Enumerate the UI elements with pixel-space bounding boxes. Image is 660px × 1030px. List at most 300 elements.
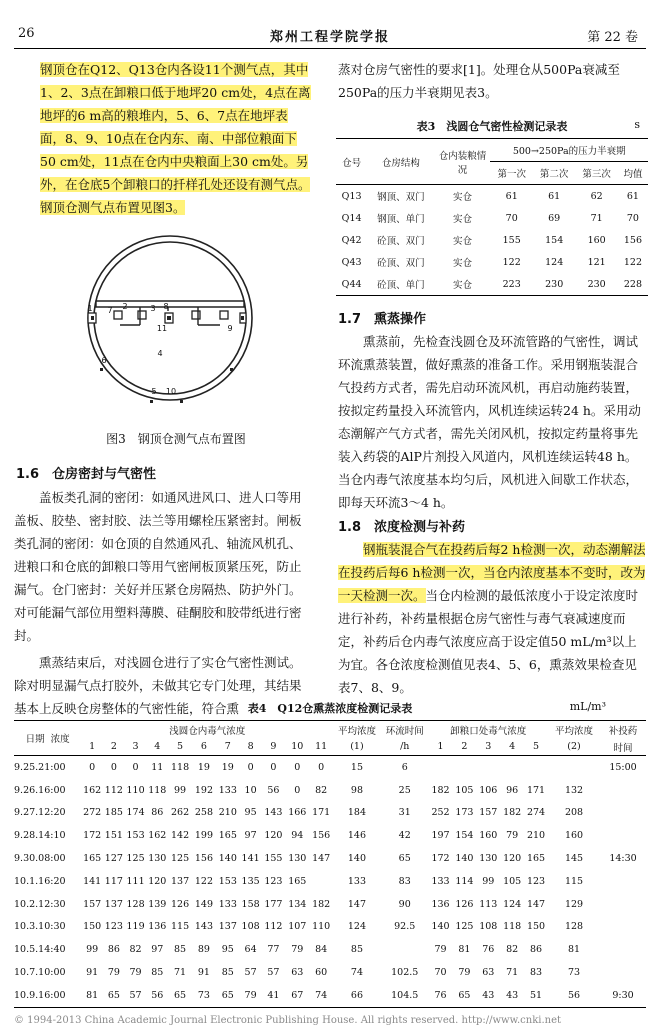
table-cell: 70 xyxy=(505,212,518,224)
fig-label-8: 8 xyxy=(163,302,169,311)
table-cell: 91 xyxy=(86,967,99,979)
table-cell: 166 xyxy=(288,807,307,819)
table-row xyxy=(14,847,646,870)
table-cell-circ: 92.5 xyxy=(394,921,416,933)
table-cell: 0 xyxy=(318,761,325,773)
table-cell: 钢顶、双门 xyxy=(377,192,425,203)
table-cell: 136 xyxy=(431,898,450,910)
table-4 xyxy=(14,720,646,1008)
table-cell: 56 xyxy=(151,989,164,1001)
table-cell: 272 xyxy=(83,807,102,819)
t3-head-halflife: 500→250Pa的压力半衰期 xyxy=(490,139,648,162)
sec18-body xyxy=(338,538,646,699)
table-cell: Q43 xyxy=(341,256,362,268)
table-cell: 65 xyxy=(174,989,187,1001)
table-cell: 108 xyxy=(479,921,498,933)
table-cell: 151 xyxy=(104,830,123,842)
table-cell: 119 xyxy=(126,921,145,933)
table-cell: 210 xyxy=(526,830,546,842)
table-cell: 85 xyxy=(151,967,164,979)
t4-head-conc: 浓度 xyxy=(50,734,70,745)
sec16-paragraph-2: 熏蒸结束后，对浅圆仓进行了实仓气密性测试。除对明显漏气点打胶外，未做其它专门处理，其结果基本上反映仓房整体的气密性能，符合熏 xyxy=(14,655,302,716)
section-heading: 1.7 熏蒸操作 xyxy=(338,312,427,327)
table-cell: 10 xyxy=(244,784,257,796)
figure-3 xyxy=(80,225,260,425)
table-cell-add xyxy=(600,916,646,939)
sec18-paragraph-rest: 当仓内检测的最低浓度小于设定浓度时进行补药，补药量根据仓房气密性与毒气衰减速度而定，补药后仓内毒气浓度应高于设定值50 mL/m³以上为宜。各仓浓度检测值见表4、5、6，熏蒸效果检查见表7、8、9。 xyxy=(338,588,639,695)
table-cell: 136 xyxy=(148,921,167,933)
table-cell: Q13 xyxy=(341,190,362,202)
table-cell: 158 xyxy=(241,898,260,910)
table-row xyxy=(336,273,648,296)
table-cell: 137 xyxy=(170,875,190,887)
table-cell: 118 xyxy=(503,921,522,933)
table-cell: 165 xyxy=(288,875,307,887)
table-cell: 82 xyxy=(129,944,142,956)
table-cell-date: 9.30.08:00 xyxy=(14,853,66,865)
table-cell-avg1: 66 xyxy=(350,989,363,1001)
table-cell: 165 xyxy=(83,853,102,865)
table-cell-add xyxy=(600,824,646,847)
table-cell: 127 xyxy=(104,853,123,865)
table-cell-date: 10.1.16:20 xyxy=(14,875,66,887)
t4-head-silo-group: 浅圆仓内毒气浓度 xyxy=(169,725,246,737)
table-cell: 65 xyxy=(107,989,120,1001)
table-cell: 111 xyxy=(126,875,145,887)
table-cell-circ: 102.5 xyxy=(391,967,419,979)
table-cell: 77 xyxy=(267,944,280,956)
t4-subhead-point: 1 xyxy=(81,738,103,756)
table-cell: 174 xyxy=(126,807,145,819)
table-cell-add xyxy=(600,938,646,961)
table-cell: 71 xyxy=(174,967,187,979)
table-cell-add xyxy=(600,893,646,916)
table-cell: 122 xyxy=(623,256,643,268)
table-cell: 砼顶、双门 xyxy=(377,258,425,269)
silo-diagram xyxy=(80,225,260,425)
journal-title: 郑州工程学院学报 xyxy=(269,30,390,45)
table-row xyxy=(14,756,646,779)
t3-head-structure: 仓房结构 xyxy=(367,139,434,185)
table-cell: 86 xyxy=(530,944,543,956)
table-row xyxy=(14,893,646,916)
table-cell: 123 xyxy=(104,921,123,933)
table-cell: 106 xyxy=(479,784,498,796)
table-cell: 110 xyxy=(126,784,145,796)
table-cell: 11 xyxy=(151,761,164,773)
table-cell: 147 xyxy=(526,898,546,910)
table-cell: 147 xyxy=(312,853,331,865)
table-cell: 0 xyxy=(89,761,96,773)
t4-head-date-conc xyxy=(14,721,81,756)
table-cell-avg2: 129 xyxy=(564,898,584,910)
table-row xyxy=(336,251,648,273)
table-cell: 63 xyxy=(291,967,304,979)
table-cell: 199 xyxy=(194,830,213,842)
table-cell-avg1: 146 xyxy=(347,830,367,842)
fig-label-9: 9 xyxy=(227,324,233,333)
t4-subhead-add: 时间 xyxy=(600,738,646,756)
table-cell: 114 xyxy=(455,875,474,887)
volume-label: 第 22 卷 xyxy=(587,30,638,45)
table-cell: 157 xyxy=(479,807,498,819)
table-cell: 79 xyxy=(506,830,519,842)
table-cell-avg1: 184 xyxy=(347,807,367,819)
section-1-8-title xyxy=(338,516,646,535)
table-3 xyxy=(336,138,648,296)
table-cell: 70 xyxy=(434,967,447,979)
table-cell: 实仓 xyxy=(452,236,472,247)
table-cell: 210 xyxy=(218,807,237,819)
table-cell: 228 xyxy=(623,278,643,290)
table-cell: 实仓 xyxy=(452,258,472,269)
t4-subheader-row xyxy=(14,738,646,756)
table-cell: 99 xyxy=(86,944,99,956)
copyright-footer: © 1994-2013 China Academic Journal Electronic Publishing House. All rights reserved. http://www.cnki.net xyxy=(14,1015,562,1026)
section-1-6-title xyxy=(16,463,312,482)
table-cell: 177 xyxy=(264,898,283,910)
table-cell: 76 xyxy=(482,944,495,956)
table-cell: 110 xyxy=(312,921,331,933)
left-section-body xyxy=(14,486,312,720)
t4-subhead-point: 7 xyxy=(216,738,240,756)
figure-caption: 图3 钢顶仓测气点布置图 xyxy=(106,432,246,446)
table-cell: 0 xyxy=(132,761,139,773)
table-cell-date: 10.5.14:40 xyxy=(14,944,66,956)
table-row xyxy=(14,824,646,847)
table-cell: 57 xyxy=(129,989,142,1001)
table-cell: 107 xyxy=(288,921,307,933)
table-4-title-bar xyxy=(14,700,646,716)
table-4-unit: mL/m³ xyxy=(569,700,606,713)
table-cell: 125 xyxy=(455,921,474,933)
table-cell: 171 xyxy=(526,784,546,796)
table-cell: 123 xyxy=(526,875,546,887)
table-cell-add: 15:00 xyxy=(609,761,637,773)
table-cell: 62 xyxy=(590,190,603,202)
table-cell: 162 xyxy=(148,830,167,842)
table-cell: 61 xyxy=(505,190,518,202)
table-cell: 19 xyxy=(221,761,234,773)
table-cell: 0 xyxy=(247,761,254,773)
table-cell: 150 xyxy=(526,921,546,933)
left-para-1 xyxy=(40,58,312,219)
header-rule xyxy=(14,48,646,49)
table-cell: 157 xyxy=(83,898,102,910)
table-cell: 173 xyxy=(455,807,474,819)
table-cell-date: 9.28.14:10 xyxy=(14,830,66,842)
table-cell: 124 xyxy=(545,256,564,268)
table-cell: 140 xyxy=(455,853,474,865)
table-cell: 71 xyxy=(506,967,519,979)
t3-head-second: 第二次 xyxy=(533,162,575,185)
table-cell: 56 xyxy=(267,784,280,796)
table-cell: 73 xyxy=(197,989,210,1001)
table-cell: 171 xyxy=(312,807,331,819)
table-cell: 82 xyxy=(315,784,328,796)
table-cell: 182 xyxy=(431,784,450,796)
table-cell: 81 xyxy=(86,989,99,1001)
t4-subhead-circ: /h xyxy=(381,738,429,756)
table-cell-circ: 104.5 xyxy=(391,989,419,1001)
table-cell: 126 xyxy=(170,898,190,910)
table-cell: 79 xyxy=(291,944,304,956)
table-cell: 84 xyxy=(315,944,328,956)
table-cell: 140 xyxy=(218,853,237,865)
right-para-top xyxy=(338,58,646,104)
table-cell: 89 xyxy=(197,944,210,956)
t3-head-third: 第三次 xyxy=(575,162,617,185)
table-cell: 76 xyxy=(434,989,447,1001)
table-3-unit: s xyxy=(634,118,640,131)
t3-head-mean: 均值 xyxy=(618,162,648,185)
table-cell-avg1: 124 xyxy=(347,921,367,933)
table-cell: 115 xyxy=(170,921,190,933)
table-cell: 128 xyxy=(126,898,145,910)
table-cell: 82 xyxy=(506,944,519,956)
t4-subhead-point: 6 xyxy=(192,738,216,756)
table-cell xyxy=(452,756,476,779)
table-cell: 133 xyxy=(218,898,237,910)
table-row xyxy=(14,916,646,939)
table-3-title: 表3 浅圆仓气密性检测记录表 xyxy=(416,120,568,133)
table-cell: 139 xyxy=(148,898,167,910)
table-cell: 108 xyxy=(241,921,260,933)
t3-head-silo: 仓号 xyxy=(336,139,367,185)
table-cell-avg1: 74 xyxy=(350,967,363,979)
t4-subhead-outlet: 1 xyxy=(429,738,453,756)
table-row xyxy=(14,779,646,802)
fig-label-1: 1 xyxy=(87,304,93,313)
table-cell-date: 9.27.12:20 xyxy=(14,807,66,819)
table-cell: 155 xyxy=(502,234,521,246)
table-cell: 实仓 xyxy=(452,280,472,291)
table-cell: 130 xyxy=(148,853,167,865)
table-cell xyxy=(429,756,453,779)
table-cell: 86 xyxy=(107,944,120,956)
table-cell: 67 xyxy=(291,989,304,1001)
table-cell: 122 xyxy=(194,875,213,887)
section-heading: 1.6 仓房密封与气密性 xyxy=(16,467,157,482)
table-cell: 182 xyxy=(503,807,522,819)
table-cell: 160 xyxy=(587,234,606,246)
table-cell-circ: 25 xyxy=(398,784,411,796)
table-cell: 99 xyxy=(174,784,187,796)
running-header xyxy=(18,26,642,48)
table-cell: 71 xyxy=(590,212,603,224)
table-cell-avg2: 160 xyxy=(564,830,584,842)
table-cell: 125 xyxy=(170,853,190,865)
table-cell: 99 xyxy=(482,875,495,887)
table-cell: 165 xyxy=(218,830,237,842)
table-cell: 113 xyxy=(479,898,498,910)
table-cell-circ: 31 xyxy=(398,807,411,819)
t4-subhead-outlet: 4 xyxy=(500,738,524,756)
table-cell: 123 xyxy=(264,875,283,887)
table-cell: 154 xyxy=(545,234,564,246)
airtight-requirement-text: 蒸对仓房气密性的要求[1]。处理仓从500Pa衰减至250Pa的压力半衰期见表3。 xyxy=(338,62,620,100)
table-cell: 126 xyxy=(455,898,474,910)
t4-head-outlet-group: 卸粮口处毒气浓度 xyxy=(450,725,527,737)
table-cell: 142 xyxy=(170,830,190,842)
table-cell: 95 xyxy=(244,807,257,819)
table-cell: 120 xyxy=(148,875,167,887)
table-cell: 154 xyxy=(455,830,474,842)
t4-head-avg2: 平均浓度 xyxy=(555,725,594,737)
table-cell: 57 xyxy=(244,967,257,979)
table-cell: 150 xyxy=(83,921,102,933)
table-cell xyxy=(500,756,524,779)
table-cell xyxy=(309,870,333,893)
table-cell: 69 xyxy=(548,212,561,224)
table-cell: 274 xyxy=(526,807,546,819)
table-cell: 130 xyxy=(288,853,307,865)
table-cell: 160 xyxy=(479,830,498,842)
t4-subhead-avg2: (2) xyxy=(548,738,600,756)
table-cell-avg1: 85 xyxy=(350,944,363,956)
table-cell: 172 xyxy=(83,830,102,842)
fig-label-2: 2 xyxy=(122,302,128,311)
table-row xyxy=(336,229,648,251)
fig-label-3: 3 xyxy=(150,304,156,313)
table-cell: 262 xyxy=(170,807,190,819)
table-cell-add: 14:30 xyxy=(609,853,637,865)
table-cell: 133 xyxy=(431,875,450,887)
table-cell-circ: 83 xyxy=(398,875,411,887)
table-cell: 120 xyxy=(503,853,522,865)
t4-subhead-point: 8 xyxy=(240,738,262,756)
table-cell-avg2 xyxy=(548,756,600,779)
table-cell: 252 xyxy=(431,807,450,819)
table-cell: 143 xyxy=(264,807,283,819)
table-cell: 135 xyxy=(241,875,260,887)
table-cell: 112 xyxy=(104,784,123,796)
table-row xyxy=(336,207,648,229)
table-cell-avg2: 208 xyxy=(564,807,584,819)
t4-body xyxy=(14,756,646,1008)
table-cell-circ: 65 xyxy=(398,853,411,865)
table-cell: 41 xyxy=(267,989,280,1001)
table-cell: 125 xyxy=(126,853,145,865)
table-cell-circ: 42 xyxy=(398,830,411,842)
table-cell: 165 xyxy=(526,853,546,865)
table-cell-add xyxy=(600,802,646,825)
table-cell: 95 xyxy=(221,944,234,956)
table-cell: 64 xyxy=(244,944,257,956)
table-cell: 140 xyxy=(431,921,450,933)
table-cell: 60 xyxy=(315,967,328,979)
table-cell: 197 xyxy=(431,830,450,842)
table-cell: 105 xyxy=(455,784,474,796)
table-cell xyxy=(476,756,500,779)
table-cell-add: 9:30 xyxy=(612,989,634,1001)
table-row xyxy=(14,802,646,825)
table-cell: 134 xyxy=(288,898,307,910)
table-cell: 85 xyxy=(221,967,234,979)
table-cell: 172 xyxy=(431,853,450,865)
table-cell-avg1: 147 xyxy=(347,898,367,910)
t3-body xyxy=(336,185,648,296)
table-cell: 156 xyxy=(623,234,643,246)
table-cell: 63 xyxy=(482,967,495,979)
table-cell: Q14 xyxy=(341,212,362,224)
table-cell: 185 xyxy=(104,807,123,819)
table-cell-circ: 6 xyxy=(401,761,408,773)
table-cell: 65 xyxy=(221,989,234,1001)
table-cell: 130 xyxy=(479,853,498,865)
t4-subhead-outlet: 2 xyxy=(452,738,476,756)
table-cell-avg2: 73 xyxy=(567,967,581,979)
section-1-7-title xyxy=(338,308,646,327)
table-cell: 61 xyxy=(548,190,561,202)
table-cell: 121 xyxy=(587,256,606,268)
table-cell-avg1: 133 xyxy=(347,875,367,887)
table-cell: 91 xyxy=(197,967,210,979)
table-cell: 65 xyxy=(458,989,471,1001)
table-cell: 79 xyxy=(434,944,447,956)
table-cell: Q44 xyxy=(341,278,362,290)
sec17-paragraph: 熏蒸前，先检查浅圆仓及环流管路的气密性，调试环流熏蒸装置，做好熏蒸的准备工作。采用钢瓶装混合气投药方式者，需先启动环流风机，再启动施药装置，按拟定药量投入环流管内，风机连续运转24 h。采用动态潮解产气方式者，需先关闭风机，按拟定药量将事先装入药袋的AlP片剂投入风道内，风机连续运转48 h。当仓内毒气浓度基本均匀后，风机进入间歇工作状态，即每天环流3～4 h。 xyxy=(338,334,641,510)
table-cell-date: 10.2.12:30 xyxy=(14,898,66,910)
table-cell: 223 xyxy=(502,278,521,290)
table-cell: 124 xyxy=(503,898,522,910)
table-cell: 79 xyxy=(129,967,142,979)
table-cell: 155 xyxy=(264,853,283,865)
table-cell: 105 xyxy=(503,875,522,887)
table-cell: 83 xyxy=(530,967,543,979)
t3-head-grain: 仓内装粮情况 xyxy=(434,139,490,185)
table-cell: 43 xyxy=(506,989,519,1001)
table-cell-date: 9.26.16:00 xyxy=(14,784,66,796)
table-cell-circ: 90 xyxy=(398,898,411,910)
table-cell-avg2: 132 xyxy=(564,784,584,796)
table-cell: 43 xyxy=(482,989,495,1001)
table-cell: 112 xyxy=(264,921,283,933)
t4-subhead-point: 10 xyxy=(285,738,309,756)
table-cell: 74 xyxy=(315,989,328,1001)
t4-subhead-point: 11 xyxy=(309,738,333,756)
table-cell: 砼顶、单门 xyxy=(377,280,425,291)
t4-subhead-avg1: (1) xyxy=(333,738,381,756)
table-cell: 94 xyxy=(291,830,304,842)
page-number: 26 xyxy=(18,26,35,41)
table-cell: 141 xyxy=(83,875,102,887)
t4-head-add: 补投药 xyxy=(608,725,638,737)
table-cell: 19 xyxy=(197,761,210,773)
t4-subhead-point: 2 xyxy=(103,738,125,756)
table-cell: 实仓 xyxy=(452,192,472,203)
sec16-paragraph-1: 盖板类孔洞的密闭：如通风进风口、进人口等用盖板、胶垫、密封胶、法兰等用螺栓压紧密封。闸板类孔洞的密闭：如仓顶的自然通风孔、轴流风机孔、进粮口和仓底的卸粮口等用气密闸板顶紧压死，防止漏气。仓门密封：关好并压紧仓房隔热、防护外门。对可能漏气部位用塑料薄膜、硅酮胶和胶带纸进行密封。 xyxy=(14,490,302,643)
table-cell: 0 xyxy=(294,784,301,796)
table-cell: 79 xyxy=(244,989,257,1001)
table-cell-avg1: 15 xyxy=(350,761,363,773)
fig-label-4: 4 xyxy=(157,349,163,358)
table-cell: 118 xyxy=(170,761,190,773)
fig-label-6: 6 xyxy=(101,356,107,365)
table-cell: 182 xyxy=(312,898,331,910)
table-cell: 133 xyxy=(218,784,237,796)
fig-label-5: 5 xyxy=(151,387,157,396)
table-cell: 钢顶、单门 xyxy=(377,214,425,225)
t4-head-circ: 环流时间 xyxy=(385,725,424,737)
highlighted-text: 钢瓶装混合气在投药后每2 h检测一次，动态潮解法在投药后每6 h检测一次，当仓内浓度基本不变时，改为一天检测一次。 xyxy=(338,542,646,603)
table-cell: 153 xyxy=(218,875,237,887)
table-cell: 122 xyxy=(502,256,521,268)
table-cell: 61 xyxy=(626,190,639,202)
table-row xyxy=(14,961,646,984)
t4-subhead-point: 4 xyxy=(146,738,168,756)
table-cell-date: 10.7.10:00 xyxy=(14,967,66,979)
